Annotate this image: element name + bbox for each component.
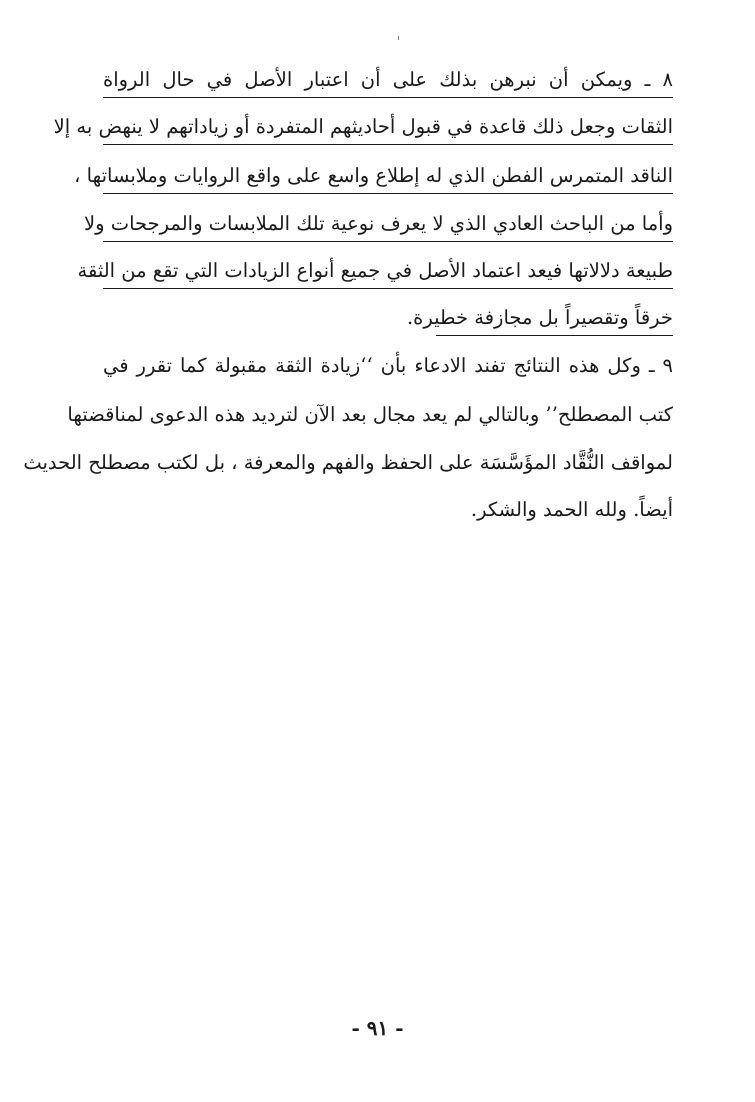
paragraph-8-line-1: ٨ ـ ويمكن أن نبرهن بذلك على أن اعتبار الأصل في حال الرواة	[103, 68, 673, 91]
underline-6	[436, 335, 673, 336]
paragraph-8-line-4: وأما من الباحث العادي الذي لا يعرف نوعية تلك الملابسات والمرجحات ولا	[84, 212, 673, 235]
underline-2	[103, 144, 673, 145]
scan-mark	[398, 36, 399, 40]
paragraph-8-line-2: الثقات وجعل ذلك قاعدة في قبول أحاديثهم المتفردة أو زياداتهم لا ينهض به إلا	[53, 115, 673, 138]
paragraph-8-line-3: الناقد المتمرس الفطن الذي له إطلاع واسع على واقع الروايات وملابساتها ،	[74, 164, 673, 187]
paragraph-9-line-2: كتب المصطلح’’ وبالتالي لم يعد مجال بعد الآن لترديد هذه الدعوى لمناقضتها	[67, 403, 673, 426]
underline-1	[103, 97, 673, 98]
paragraph-9-line-3: لمواقف النُّقَّاد المؤَسَّسَة على الحفظ والفهم والمعرفة ، بل لكتب مصطلح الحديث	[23, 451, 673, 474]
underline-5	[103, 288, 673, 289]
paragraph-9-line-1: ٩ ـ وكل هذه النتائج تفند الادعاء بأن ‘‘زيادة الثقة مقبولة كما تقرر في	[103, 354, 673, 377]
underline-3	[103, 193, 673, 194]
underline-4	[103, 241, 673, 242]
paragraph-8-line-6: خرقاً وتقصيراً بل مجازفة خطيرة.	[406, 306, 673, 329]
paragraph-8-line-5: طبيعة دلالاتها فيعد اعتماد الأصل في جميع أنواع الزيادات التي تقع من الثقة	[77, 259, 673, 282]
page-number: - ٩١ -	[351, 1016, 404, 1040]
paragraph-9-line-4: أيضاً. ولله الحمد والشكر.	[470, 498, 673, 521]
